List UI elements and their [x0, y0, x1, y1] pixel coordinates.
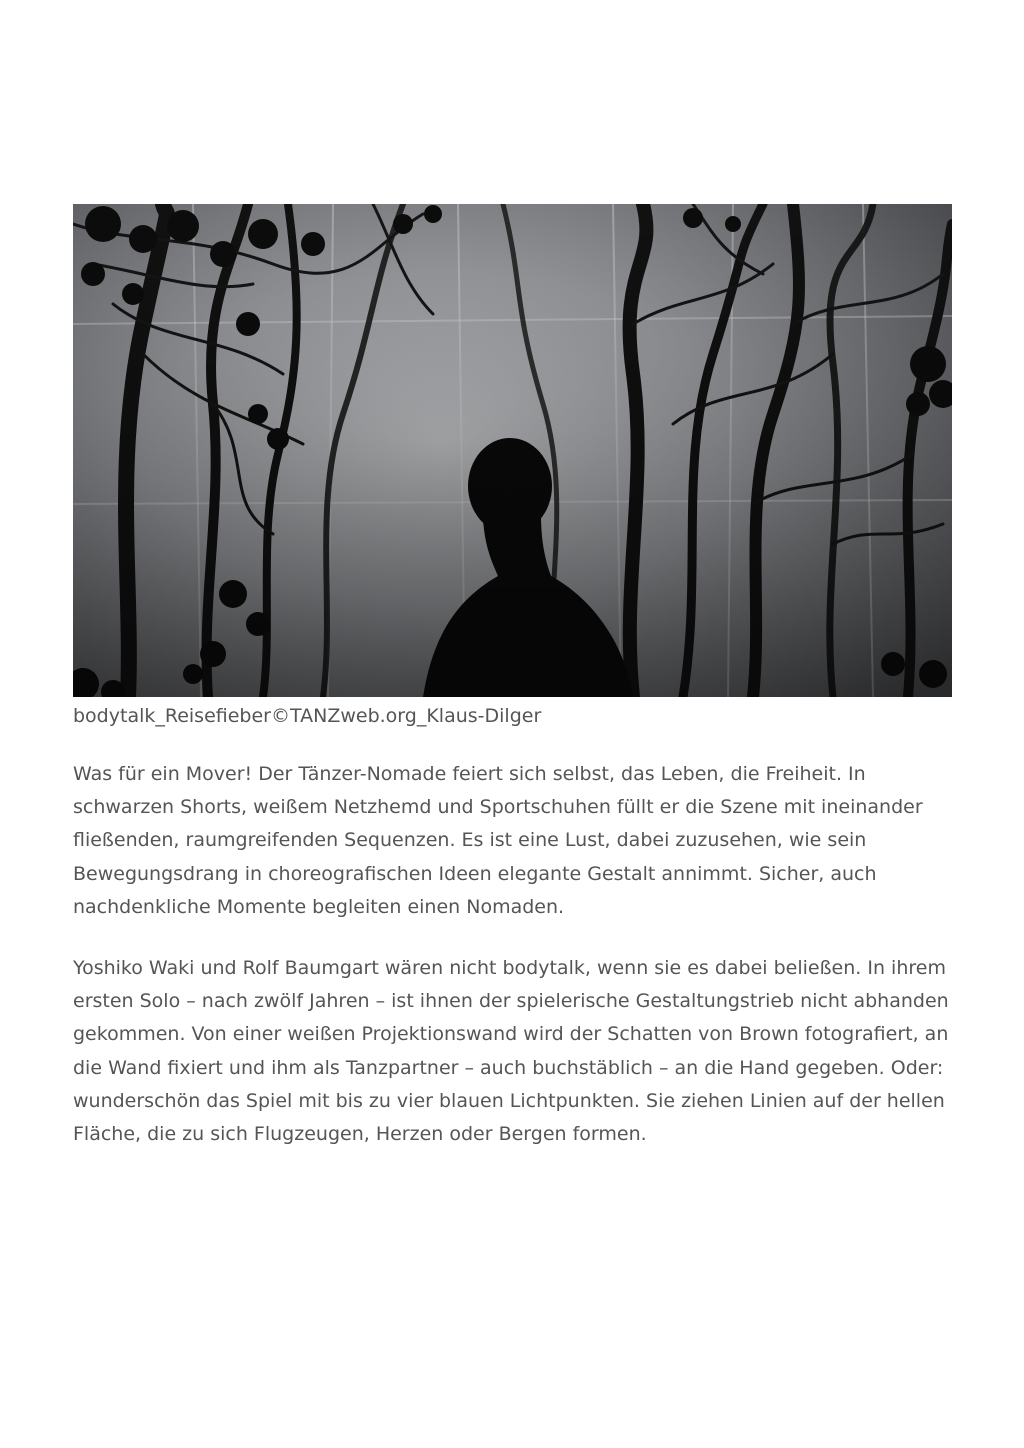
paragraph-line: nachdenkliche Momente begleiten einen Nomaden.	[73, 895, 565, 918]
paragraph-line: fließenden, raumgreifenden Sequenzen. Es ist eine Lust, dabei zuzusehen, wie sein	[73, 829, 867, 852]
paragraph-line: Was für ein Mover! Der Tänzer-Nomade feiert sich selbst, das Leben, die Freiheit. In	[73, 763, 866, 785]
paragraph-line: schwarzen Shorts, weißem Netzhemd und Sportschuhen füllt er die Szene mit ineinander	[73, 796, 923, 819]
paragraph-line: Yoshiko Waki und Rolf Baumgart wären nicht bodytalk, wenn sie es dabei beließen. In ihrem	[73, 957, 946, 979]
paragraph-line: ersten Solo – nach zwölf Jahren – ist ihnen der spielerische Gestaltungstrieb nicht abhanden	[73, 990, 949, 1013]
photo-caption: bodytalk_Reisefieber©TANZweb.org_Klaus-Dilger	[73, 705, 542, 727]
paragraph-line: wunderschön das Spiel mit bis zu vier blauen Lichtpunkten. Sie ziehen Linien auf der hellen	[73, 1089, 945, 1112]
paragraph-line: gekommen. Von einer weißen Projektionswand wird der Schatten von Brown fotografiert, an	[73, 1023, 949, 1046]
shadow-photo-image	[73, 204, 952, 697]
article-paragraph-2	[73, 952, 953, 1151]
article-photo	[73, 204, 952, 697]
article-paragraph-1	[73, 758, 953, 924]
paragraph-line: Fläche, die zu sich Flugzeugen, Herzen oder Bergen formen.	[73, 1123, 647, 1146]
paragraph-line: Bewegungsdrang in choreografischen Ideen elegante Gestalt annimmt. Sicher, auch	[73, 862, 877, 885]
paragraph-line: die Wand fixiert und ihm als Tanzpartner – auch buchstäblich – an die Hand gegeben. Oder:	[73, 1056, 944, 1079]
